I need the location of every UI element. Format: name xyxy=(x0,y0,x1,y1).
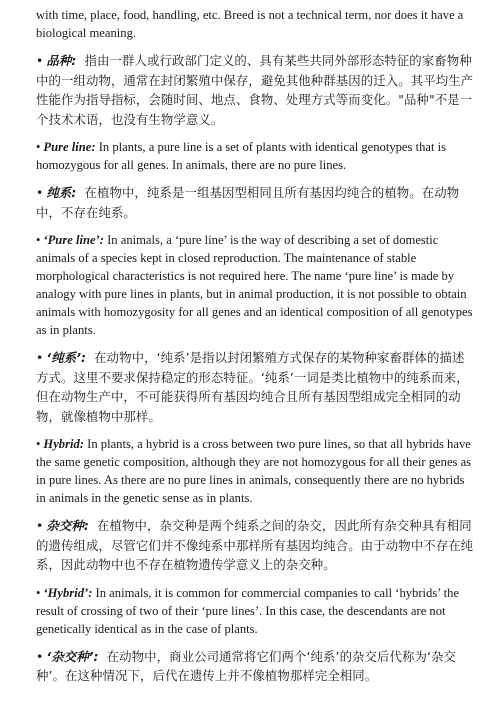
bullet-icon: • xyxy=(36,648,44,664)
term-label: 纯系: xyxy=(46,185,77,200)
paragraph-text: 在植物中，纯系是一组基因型相同且所有基因均纯合的植物。在动物中，不存在纯系。 xyxy=(36,185,460,220)
term-label: 杂交种: xyxy=(46,518,89,533)
term-label: Pure line: xyxy=(43,140,96,154)
paragraph-text: 指由一群人或行政部门定义的、具有某些共同外部形态特征的家畜物种中的一组动物，通常在封闭繁殖中保存，避免其他种群基因的迁入。其平均生产性能作为指导指标，会随时间、地点、食物、处理方式等而变化。"品种"不是一个技术术语，也没有生物学意义。 xyxy=(36,53,474,127)
bullet-icon: • xyxy=(36,518,44,533)
animal-pure-line-definition-en xyxy=(36,231,476,339)
paragraph-text: 在植物中，杂交种是两个纯系之间的杂交，因此所有杂交种具有相同的遗传组成，尽管它们并不像纯系中那样所有基因均纯合。由于动物中不存在纯系，因此动物中也不存在植物遗传学意义上的杂交种。 xyxy=(36,518,474,572)
bullet-icon: • xyxy=(36,233,41,247)
term-label: ‘杂交种’: xyxy=(46,648,99,664)
term-label: ‘Pure line’: xyxy=(43,233,104,247)
pure-line-definition-en xyxy=(36,138,476,174)
paragraph-text: 在动物中，商业公司通常将它们两个‘纯系’的杂交后代称为‘杂交种’。在这种情况下，后代在遗传上并不像植物那样完全相同。 xyxy=(36,648,457,683)
breed-definition-zh xyxy=(36,51,476,129)
term-label: 品种: xyxy=(46,53,77,68)
paragraph-text: with time, place, food, handling, etc. Breed is not a technical term, nor does it have a biological meaning. xyxy=(36,8,464,40)
term-label: ‘纯系’: xyxy=(46,350,87,365)
term-label: Hybrid: xyxy=(43,437,84,451)
term-label: ‘Hybrid’: xyxy=(43,585,93,600)
hybrid-definition-en xyxy=(36,435,476,507)
bullet-icon: • xyxy=(36,53,44,68)
bullet-icon: • xyxy=(36,585,41,600)
bullet-icon: • xyxy=(36,437,41,451)
pure-line-definition-zh xyxy=(36,183,476,222)
animal-hybrid-definition-en xyxy=(36,584,476,638)
hybrid-definition-zh xyxy=(36,516,476,575)
paragraph-text: In animals, it is common for commercial companies to call ‘hybrids’ the result of crossing of two of their ‘pure lines’. In this case, the descendants are not genetically identical as in the case of plants. xyxy=(36,585,460,636)
paragraph-text: 在动物中，‘纯系’是指以封闭繁殖方式保存的某物种家畜群体的描述方式。这里不要求保持稳定的形态特征。‘纯系’一词是类比植物中的纯系而来，但在动物生产中，不可能获得所有基因均纯合且所有基因型组成完全相同的动物，就像植物中那样。 xyxy=(36,350,469,424)
bullet-icon: • xyxy=(36,350,44,365)
paragraph-text: In animals, a ‘pure line’ is the way of describing a set of domestic animals of a species kept in closed reproduction. The maintenance of stable morphological characteristics is not required here. The name ‘pure line’ is made by analogy with pure lines in plants, but in animal production, it is not possible to obtain animals with homozygosity for all genes and an identical composition of all genotypes as in plants. xyxy=(36,233,473,337)
bullet-icon: • xyxy=(36,140,41,154)
breed-definition-continuation xyxy=(36,6,476,42)
bullet-icon: • xyxy=(36,185,44,200)
paragraph-text: In plants, a pure line is a set of plants with identical genotypes that is homozygous for all genes. In animals, there are no pure lines. xyxy=(36,140,447,172)
paragraph-text: In plants, a hybrid is a cross between two pure lines, so that all hybrids have the same genetic composition, although they are not homozygous for all their genes as in pure lines. As there are no pure lines in animals, consequently there are no hybrids in animals in the genetic sense as in plants. xyxy=(36,437,472,505)
animal-hybrid-definition-zh xyxy=(36,647,476,686)
animal-pure-line-definition-zh xyxy=(36,348,476,426)
